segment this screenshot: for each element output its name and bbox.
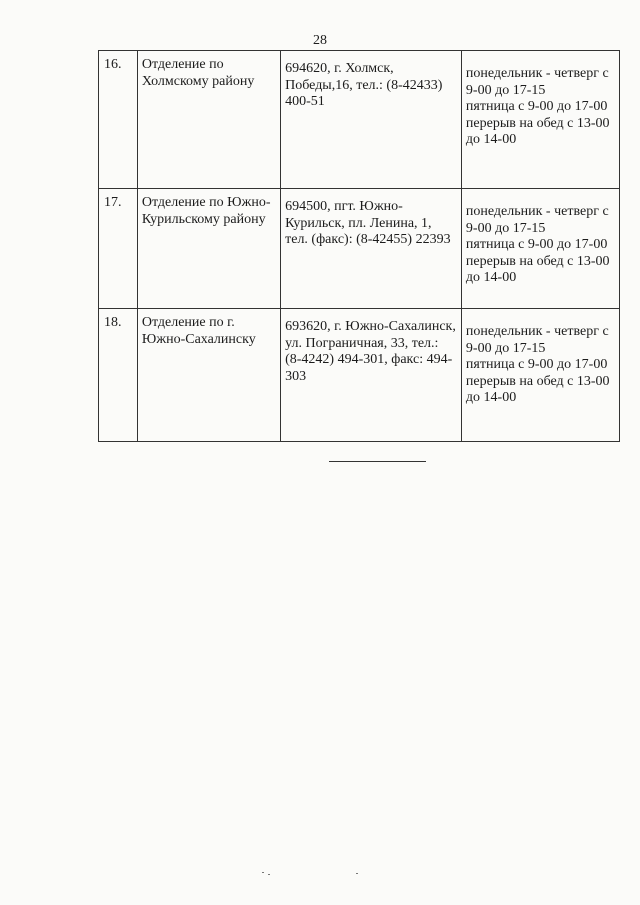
working-hours <box>461 309 619 442</box>
hours-friday: пятница с 9-00 до 17-00 <box>465 99 608 114</box>
row-number: 18. <box>99 309 138 442</box>
hours-friday: пятница с 9-00 до 17-00 <box>465 237 608 252</box>
scan-speck <box>268 874 270 875</box>
row-number: 16. <box>99 51 138 189</box>
branch-name: Отделение по Холмскому району <box>137 51 280 189</box>
scan-speck <box>262 872 264 873</box>
hours-lunch-break: перерыв на обед с 13-00 до 14-00 <box>465 253 610 285</box>
table-row <box>99 309 620 442</box>
branch-address: 693620, г. Южно-Сахалинск, ул. Пограничная, 33, тел.: (8-4242) 494-301, факс: 494-303 <box>281 309 462 442</box>
row-number: 17. <box>99 189 138 309</box>
hours-weekdays: понедельник - четверг с 9-00 до 17-15 <box>465 324 609 356</box>
hours-lunch-break: перерыв на обед с 13-00 до 14-00 <box>465 115 610 147</box>
hours-lunch-break: перерыв на обед с 13-00 до 14-00 <box>465 373 610 405</box>
branch-name: Отделение по Южно-Курильскому району <box>137 189 280 309</box>
branch-address: 694620, г. Холмск, Победы,16, тел.: (8-42433) 400-51 <box>281 51 462 189</box>
hours-weekdays: понедельник - четверг с 9-00 до 17-15 <box>465 66 609 98</box>
working-hours <box>461 51 619 189</box>
end-divider-line <box>329 461 426 462</box>
branch-address: 694500, пгт. Южно-Курильск, пл. Ленина, 1, тел. (факс): (8-42455) 22393 <box>281 189 462 309</box>
hours-friday: пятница с 9-00 до 17-00 <box>465 357 608 372</box>
page-number: 28 <box>313 33 327 48</box>
scan-speck <box>356 873 358 874</box>
table-row <box>99 189 620 309</box>
hours-weekdays: понедельник - четверг с 9-00 до 17-15 <box>465 204 609 236</box>
working-hours <box>461 189 619 309</box>
branch-name: Отделение по г. Южно-Сахалинску <box>137 309 280 442</box>
table-row <box>99 51 620 189</box>
branches-table <box>98 50 620 442</box>
